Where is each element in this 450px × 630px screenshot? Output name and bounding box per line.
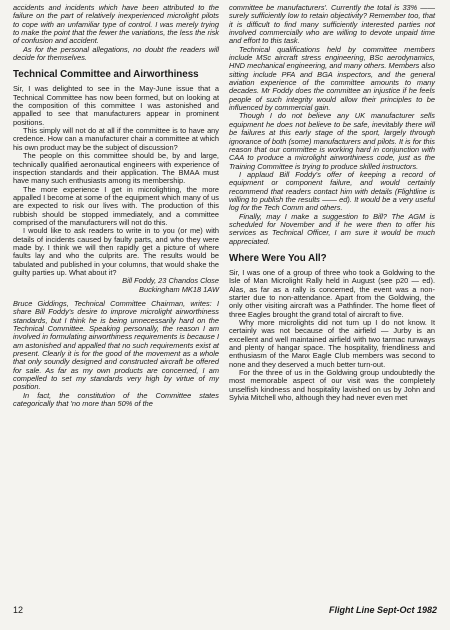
letter-paragraph-1: Sir, I was delighted to see in the May-June issue that a Technical Committee has now been formed, but on looking at the composition of this committee I was astonished and appalled to see that manufacturers appear in prominent positions. — [13, 84, 219, 127]
left-column — [13, 4, 219, 408]
letter-paragraph-4: The more experience I get in microlighting, the more appalled I become at some of the equipment which many of us are expected to risk our lives with. The production of this rubbish should be stopped immediately, and a committee comprised of the manufacturers will not do this. — [13, 184, 219, 227]
reply-paragraph-2: In fact, the constitution of the Committee states categorically that 'no more than 50% of the — [13, 390, 219, 409]
intro-paragraph-2: As for the personal allegations, no doubt the readers will decide for themselves. — [13, 44, 219, 63]
letter-paragraph-5: I would like to ask readers to write in to you (or me) with details of incidents caused by faulty parts, and who they were made by. I think we will then rapidly get a picture of where faults lay and who the culprits are. The results would be tabulated and published in your columns, that would shake the guilty parties up. What about it? — [13, 226, 219, 277]
rally-paragraph-2: Why more microlights did not turn up I do not know. It certainly was not because of the airfield — Jurby is an excellent and well maintained airfield with two tarmac runways and plenty of hangar space. The hospitality, friendliness and enthusiasm of the Manx Eagle Club members was second to none and they deserved a much better turn-out. — [229, 318, 435, 369]
reply-paragraph-7: Finally, may I make a suggestion to Bill? The AGM is scheduled for November and if he were then to offer his services as Technical Officer, I am sure it would be much appreciated. — [229, 211, 435, 246]
letter-paragraph-2: This simply will not do at all if the committee is to have any credence. How can a manufacturer chair a committee at which his own product may be the subject of discussion? — [13, 126, 219, 152]
reply-paragraph-1: Bruce Giddings, Technical Committee Chairman, writes: I share Bill Foddy's desire to improve microlight airworthiness standards, but I think he is being unnecessarily hard on the Technical Committee. Speaking personally, the reason I am involved in formulating airworthiness requirements is because I am astonished and appalled that no such requirements exist at present. Clearly it is for the good of the movement as a whole that only soundly designed and constructed aircraft be offered for sale. As far as my own products are concerned, I am compelled to set my standards very high by virtue of my position. — [13, 299, 219, 392]
intro-paragraph-1: accidents and incidents which have been attributed to the failure on the part of relatively inexperienced microlight pilots to cope with an unfamiliar type of control. I was merely trying to make the point that the fewer the variations, the less the risk of confusion and accident. — [13, 3, 219, 46]
letter-paragraph-3: The people on this committee should be, by and large, technically qualified aeronautical engineers with experience of inspection standards and their application. The BMAA must have many such enthusiasts among its membership. — [13, 151, 219, 186]
page-footer — [13, 604, 437, 616]
reply-paragraph-6: I applaud Bill Foddy's offer of keeping a record of equipment or component failure, and would certainly recommend that readers contact him with details (Flightline is willing to publish the results —— ed). It would be a very useful log for the Tech Comm and others. — [229, 169, 435, 213]
where-were-you-heading: Where Were You All? — [229, 252, 327, 264]
page-number: 12 — [13, 605, 24, 615]
rally-paragraph-3: For the three of us in the Goldwing group undoubtedly the most memorable aspect of our visit was the completely unselfish kindness and hospitality lavished on us by John and Sylvia Mitchell who, although they had never even met — [229, 368, 435, 403]
reply-paragraph-3: committee be manufacturers'. Currently the total is 33% —— surely sufficiently low to retain objectivity? Remember too, that it is difficult to find many sufficiently interested parties not involved commercially who are willing to devote unpaid time and effort to this task. — [229, 3, 435, 46]
reply-paragraph-5: Though I do not believe any UK manufacturer sells equipment he does not believe to be safe, inevitably there will be failures at this early stage of the sport, largely through ignorance of both (some) manufacturers and pilots. It is for this reason that our committee is working hard in conjunction with CAA to produce a microlight airworthiness code, just as the Training Committee is trying to produce skilled instructors. — [229, 111, 435, 171]
reply-paragraph-4: Technical qualifications held by committee members include MSc aircraft stress engineering, BSc aerodynamics, HND mechanical engineering, and many others. Members also sitting include PFA and BGA inspectors, and the general aviation experience of the committee amounts to many decades. Mr Foddy does the committee an injustice if he feels people of such integrity would allow their principles to be influenced by commercial gain. — [229, 44, 435, 113]
right-column — [229, 4, 435, 402]
signature-name: Bill Foddy, 23 Chandos Close — [122, 276, 219, 286]
journal-issue: Flight Line Sept-Oct 1982 — [328, 605, 437, 615]
signature-address: Buckingham MK18 1AW — [139, 284, 219, 294]
technical-committee-heading: Technical Committee and Airworthiness — [13, 69, 199, 81]
rally-paragraph-1: Sir, I was one of a group of three who took a Goldwing to the Isle of Man Microlight Rally held in August (see p20 — ed). Alas, as far as a rally is concerned, the event was a non-starter due to non-attendance. Apart from the Goldwing, the only other visiting aircraft was a Pathfinder. The home fleet of three Eagles brought the grand total of aircraft to five. — [229, 267, 435, 319]
